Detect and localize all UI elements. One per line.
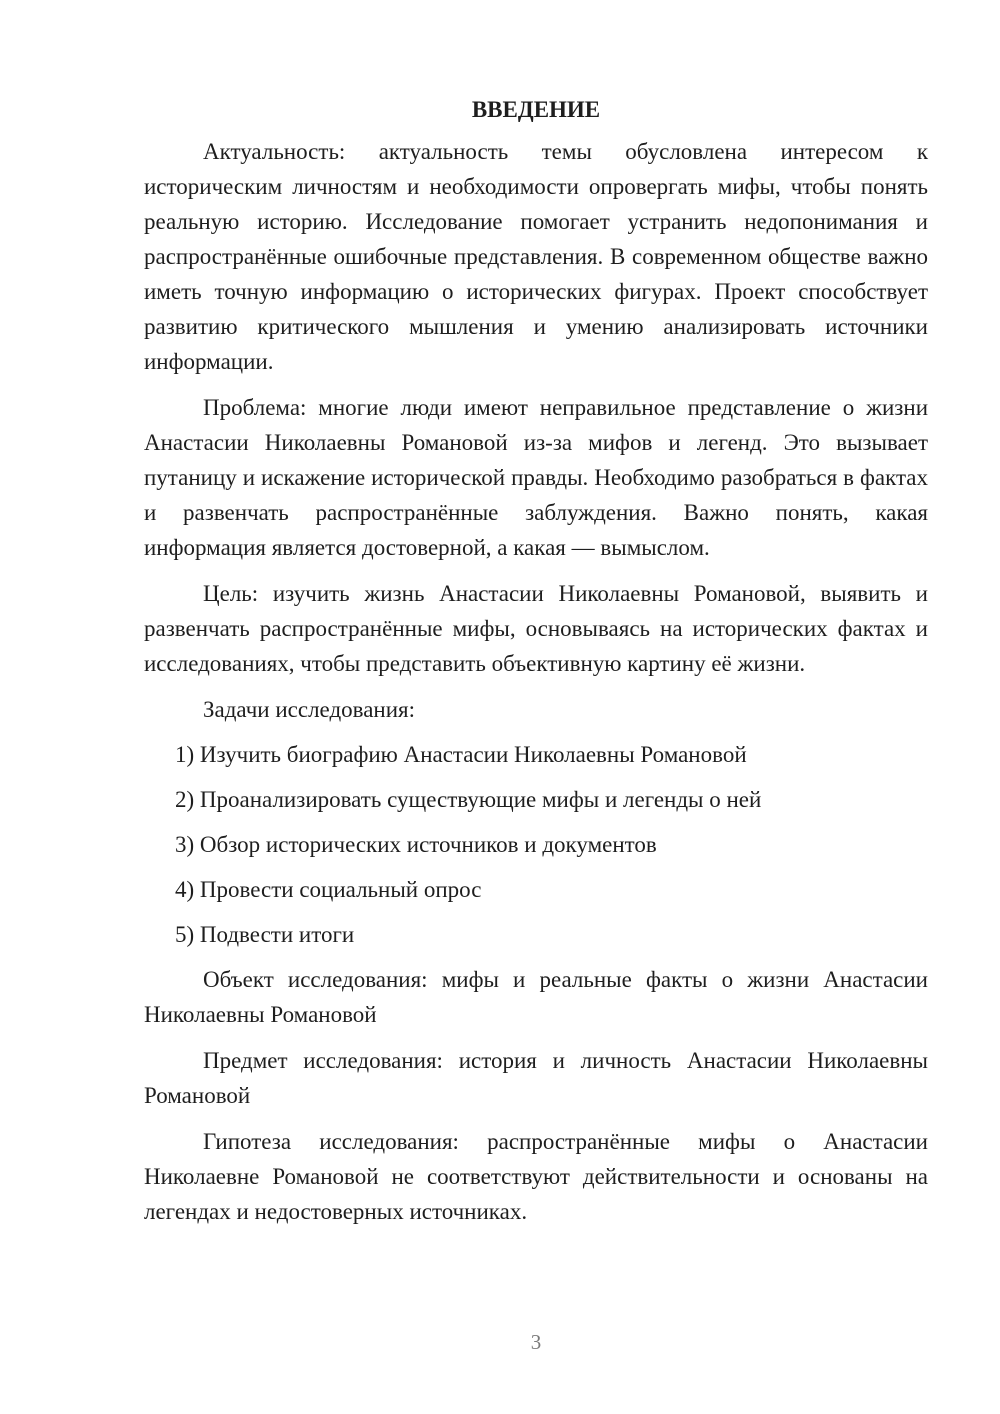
problem-paragraph: Проблема: многие люди имеют неправильное представление о жизни Анастасии Николаевны Романовой из-за мифов и легенд. Это вызывает путаницу и искажение исторической правды. Необходимо разобраться в фактах и развенчать распространённые заблуждения. Важно понять, какая информация является достоверной, а какая — вымыслом.	[144, 395, 928, 560]
object-paragraph: Объект исследования: мифы и реальные факты о жизни Анастасии Николаевны Романовой	[144, 967, 928, 1027]
tasks-list	[144, 737, 928, 952]
list-item: 5) Подвести итоги	[175, 922, 355, 947]
list-item: 1) Изучить биографию Анастасии Николаевны Романовой	[175, 742, 747, 767]
tasks-heading: Задачи исследования:	[203, 697, 416, 722]
goal-paragraph: Цель: изучить жизнь Анастасии Николаевны Романовой, выявить и развенчать распространённые мифы, основываясь на исторических фактах и исследованиях, чтобы представить объективную картину её жизни.	[144, 581, 928, 676]
relevance-paragraph: Актуальность: актуальность темы обусловлена интересом к историческим личностям и необходимости опровергать мифы, чтобы понять реальную историю. Исследование помогает устранить недопонимания и распространённые ошибочные представления. В современном обществе важно иметь точную информацию о исторических фигурах. Проект способствует развитию критического мышления и умению анализировать источники информации.	[144, 139, 928, 374]
document-page	[144, 92, 928, 1240]
list-item: 4) Провести социальный опрос	[175, 877, 482, 902]
page-number: 3	[530, 1330, 542, 1354]
list-item: 3) Обзор исторических источников и документов	[175, 832, 657, 857]
subject-paragraph: Предмет исследования: история и личность Анастасии Николаевны Романовой	[144, 1048, 928, 1108]
page-title: ВВЕДЕНИЕ	[471, 97, 601, 122]
hypothesis-paragraph: Гипотеза исследования: распространённые мифы о Анастасии Николаевне Романовой не соответствуют действительности и основаны на легендах и недостоверных источниках.	[144, 1129, 928, 1224]
list-item: 2) Проанализировать существующие мифы и легенды о ней	[175, 787, 762, 812]
